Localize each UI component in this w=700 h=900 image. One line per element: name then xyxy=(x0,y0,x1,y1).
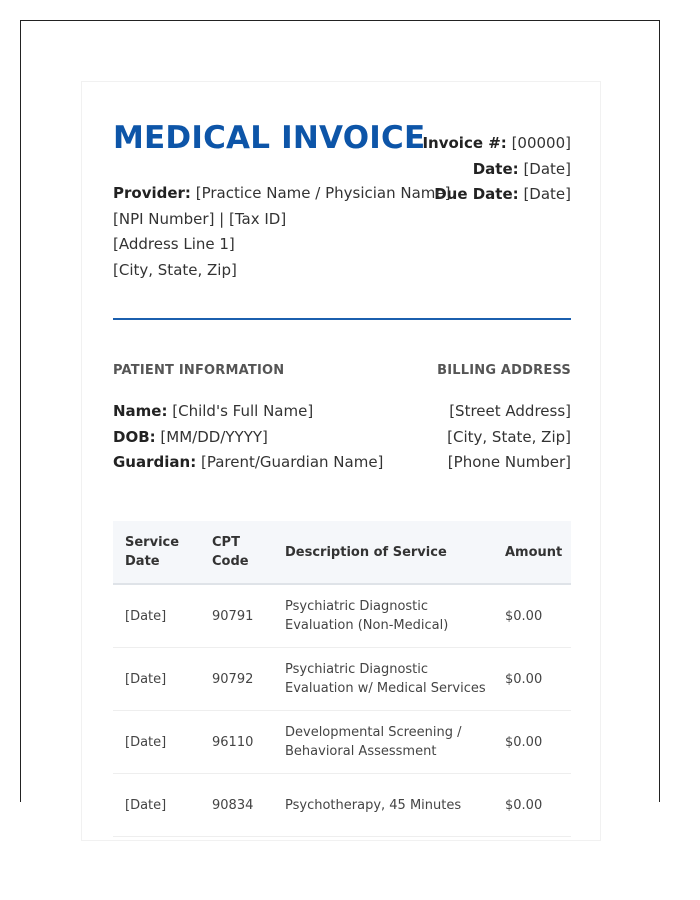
invoice-date-line xyxy=(422,157,571,183)
column-header-amount: Amount xyxy=(493,521,571,584)
row-service-date: [Date] xyxy=(113,711,200,774)
row-amount: $0.00 xyxy=(493,711,571,774)
table-header-row xyxy=(113,521,571,584)
due-date-value: [Date] xyxy=(523,185,571,203)
row-description: Psychiatric Diagnostic Evaluation (Non-Medical) xyxy=(273,584,493,648)
invoice-number-value: [00000] xyxy=(511,134,571,152)
row-amount: $0.00 xyxy=(493,774,571,837)
row-description: Developmental Screening / Behavioral Assessment xyxy=(273,711,493,774)
column-header-description: Description of Service xyxy=(273,521,493,584)
patient-info-heading: PATIENT INFORMATION xyxy=(113,363,285,378)
provider-city: [City, State, Zip] xyxy=(113,260,237,279)
patient-dob-value: [MM/DD/YYYY] xyxy=(160,427,268,446)
invoice-number-label: Invoice #: xyxy=(422,134,507,152)
column-header-service-date: Service Date xyxy=(113,521,200,584)
table-row xyxy=(113,711,571,774)
row-cpt-code: 96110 xyxy=(200,711,273,774)
table-row xyxy=(113,648,571,711)
patient-name-value: [Child's Full Name] xyxy=(172,402,314,420)
invoice-number-line xyxy=(422,131,571,157)
invoice-date-value: [Date] xyxy=(523,159,571,178)
billing-address-heading: BILLING ADDRESS xyxy=(437,363,571,378)
billing-phone: [Phone Number] xyxy=(447,453,571,471)
row-cpt-code: 90834 xyxy=(200,774,273,837)
guardian-line xyxy=(113,450,383,476)
patient-dob-line xyxy=(113,425,383,451)
guardian-label: Guardian: xyxy=(113,453,197,471)
services-table xyxy=(113,521,571,837)
row-service-date: [Date] xyxy=(113,774,200,837)
invoice-date-label: Date: xyxy=(472,159,519,178)
row-description: Psychotherapy, 45 Minutes xyxy=(273,774,493,837)
table-row xyxy=(113,774,571,837)
provider-line xyxy=(113,181,451,207)
provider-address: [Address Line 1] xyxy=(113,235,235,253)
provider-name: [Practice Name / Physician Name] xyxy=(195,184,451,202)
column-header-cpt-code: CPT Code xyxy=(200,521,273,584)
provider-label: Provider: xyxy=(113,184,191,202)
billing-street: [Street Address] xyxy=(449,402,571,420)
header-divider xyxy=(113,318,571,320)
patient-name-line xyxy=(113,399,383,425)
billing-address-block xyxy=(447,399,571,476)
row-cpt-code: 90791 xyxy=(200,584,273,648)
patient-dob-label: DOB: xyxy=(113,427,156,446)
provider-block xyxy=(113,181,451,283)
invoice-sheet xyxy=(81,81,601,841)
row-amount: $0.00 xyxy=(493,648,571,711)
table-row xyxy=(113,584,571,648)
row-cpt-code: 90792 xyxy=(200,648,273,711)
row-amount: $0.00 xyxy=(493,584,571,648)
provider-ids: [NPI Number] | [Tax ID] xyxy=(113,209,287,228)
row-service-date: [Date] xyxy=(113,648,200,711)
guardian-value: [Parent/Guardian Name] xyxy=(200,453,384,471)
row-service-date: [Date] xyxy=(113,584,200,648)
invoice-title: MEDICAL INVOICE xyxy=(113,120,426,156)
page-frame xyxy=(20,20,660,813)
patient-name-label: Name: xyxy=(113,402,168,420)
due-date-label: Due Date: xyxy=(434,185,519,203)
row-description: Psychiatric Diagnostic Evaluation w/ Medical Services xyxy=(273,648,493,711)
billing-city: [City, State, Zip] xyxy=(447,427,571,446)
patient-info-block xyxy=(113,399,383,476)
